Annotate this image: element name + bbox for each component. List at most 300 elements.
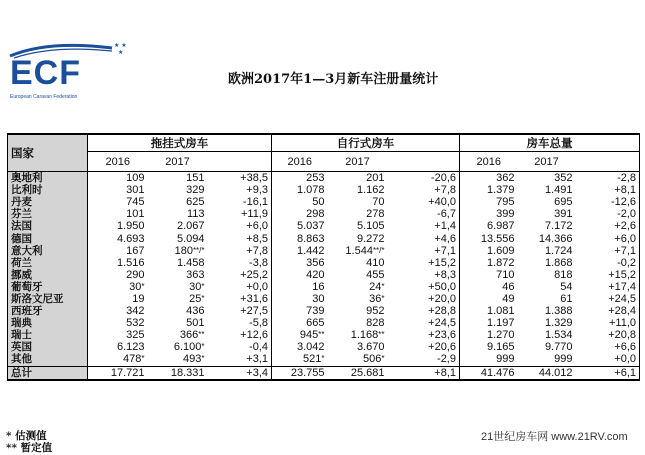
cell-value: 1.078 <box>296 184 325 197</box>
footnote-marker: **/* <box>192 245 205 255</box>
value-cell <box>518 172 576 185</box>
value-cell <box>148 269 208 281</box>
header-year-row <box>8 152 640 172</box>
table-row <box>8 329 640 341</box>
cell-value: -6,7 <box>437 208 456 221</box>
cell-value: +7,1 <box>614 244 637 257</box>
cell-value: +11,9 <box>240 208 268 221</box>
value-cell <box>460 245 518 257</box>
value-cell <box>328 341 388 353</box>
cell-value: -0,4 <box>249 341 268 354</box>
country-header: 国家 <box>8 134 88 172</box>
value-cell <box>148 305 208 317</box>
value-cell <box>576 293 640 305</box>
value-cell <box>460 341 518 353</box>
cell-value: 356 <box>306 256 325 269</box>
value-cell <box>88 257 148 269</box>
footnote-marker: ** <box>198 330 205 340</box>
total-group-header: 房车总量 <box>460 134 640 152</box>
cell-value: 7.172 <box>544 220 573 233</box>
value-cell <box>518 341 576 353</box>
cell-value: 420 <box>306 268 325 281</box>
value-cell <box>388 329 460 341</box>
footnote-marker: * <box>141 281 145 291</box>
value-cell <box>518 366 576 380</box>
year-header: 2016 <box>272 152 328 172</box>
value-cell <box>88 196 148 208</box>
table-row <box>8 281 640 293</box>
table-row <box>8 257 640 269</box>
country-cell: 芬兰 <box>8 208 88 220</box>
value-cell <box>388 220 460 232</box>
cell-value: +20,8 <box>608 329 637 342</box>
year-header: 2017 <box>328 152 388 172</box>
value-cell <box>576 317 640 329</box>
cell-value: 1.442 <box>296 244 325 257</box>
value-cell <box>518 353 576 366</box>
value-cell <box>208 305 272 317</box>
value-cell <box>148 257 208 269</box>
cell-value: 342 <box>126 305 145 318</box>
cell-value: +12,6 <box>240 329 268 342</box>
value-cell <box>518 269 576 281</box>
cell-value: 399 <box>496 208 515 221</box>
footnote-marker: * <box>201 342 205 352</box>
value-cell <box>88 208 148 220</box>
value-cell <box>460 196 518 208</box>
cell-value: 167 <box>126 244 145 257</box>
value-cell <box>576 281 640 293</box>
country-cell: 挪威 <box>8 269 88 281</box>
value-cell <box>388 366 460 380</box>
cell-value: 14.366 <box>538 232 573 245</box>
country-cell: 意大利 <box>8 245 88 257</box>
cell-value: 493 <box>183 353 202 366</box>
cell-value: 3.670 <box>356 341 385 354</box>
cell-value: 1.197 <box>486 317 515 330</box>
value-cell <box>576 172 640 185</box>
table-row <box>8 305 640 317</box>
value-cell <box>148 341 208 353</box>
value-cell <box>88 184 148 196</box>
cell-value: +38,5 <box>240 172 268 185</box>
country-cell: 法国 <box>8 220 88 232</box>
footnote-marker: * <box>381 281 385 291</box>
country-cell: 奥地利 <box>8 172 88 185</box>
value-cell <box>88 245 148 257</box>
value-cell <box>576 305 640 317</box>
cell-value: +7,1 <box>434 244 456 257</box>
value-cell <box>576 257 640 269</box>
cell-value: 1.609 <box>486 244 515 257</box>
cell-value: -3,8 <box>249 256 268 269</box>
value-cell <box>576 220 640 232</box>
cell-value: 1.950 <box>116 220 145 233</box>
cell-value: 25 <box>189 292 202 305</box>
value-cell <box>272 341 328 353</box>
value-cell <box>460 208 518 220</box>
cell-value: +6,6 <box>614 341 637 354</box>
value-cell <box>460 353 518 366</box>
country-cell: 葡萄牙 <box>8 281 88 293</box>
table-row <box>8 317 640 329</box>
cell-value: 1.544 <box>345 244 373 257</box>
cell-value: -2,9 <box>437 353 456 366</box>
cell-value: 17.721 <box>110 366 145 379</box>
value-cell <box>208 329 272 341</box>
value-cell <box>518 305 576 317</box>
table-row <box>8 220 640 232</box>
value-cell <box>88 341 148 353</box>
value-cell <box>328 366 388 380</box>
cell-value: 30 <box>189 280 202 293</box>
cell-value: 30 <box>129 280 142 293</box>
value-cell <box>148 366 208 380</box>
value-cell <box>388 269 460 281</box>
cell-value: 151 <box>186 172 205 185</box>
svg-text:★ ★: ★ ★ <box>114 42 127 49</box>
cell-value: 5.037 <box>296 220 325 233</box>
value-cell <box>272 329 328 341</box>
cell-value: 1.872 <box>486 256 515 269</box>
value-cell <box>328 293 388 305</box>
cell-value: +15,2 <box>608 268 637 281</box>
table-row <box>8 269 640 281</box>
value-cell <box>388 353 460 366</box>
svg-text:★: ★ <box>118 49 124 56</box>
cell-value: 362 <box>496 172 515 185</box>
value-cell <box>460 269 518 281</box>
cell-value: +11,0 <box>609 317 637 330</box>
site-watermark: 21世纪房车网 www.21RV.com <box>478 428 631 444</box>
cell-value: +15,2 <box>428 256 456 269</box>
registration-table <box>7 133 640 381</box>
cell-value: -2,8 <box>617 172 637 185</box>
logo-subtitle: European Caravan Federation <box>10 94 78 100</box>
cell-value: 455 <box>366 268 385 281</box>
footnote-marker: ** <box>378 330 385 340</box>
value-cell <box>576 245 640 257</box>
cell-value: 501 <box>186 317 205 330</box>
cell-value: 1.329 <box>544 317 573 330</box>
value-cell <box>460 281 518 293</box>
year-header: 2016 <box>88 152 148 172</box>
value-cell <box>576 184 640 196</box>
value-cell <box>388 341 460 353</box>
country-cell: 比利时 <box>8 184 88 196</box>
value-cell <box>518 293 576 305</box>
footnote-marker: * <box>201 281 205 291</box>
cell-value: +6,1 <box>614 366 637 379</box>
value-cell <box>460 293 518 305</box>
value-cell <box>272 269 328 281</box>
value-cell <box>328 317 388 329</box>
footnote-marker: * <box>141 354 145 364</box>
table-row <box>8 196 640 208</box>
cell-value: 325 <box>126 329 145 342</box>
cell-value: +28,8 <box>428 305 456 318</box>
year-header: 2017 <box>148 152 208 172</box>
cell-value: 366 <box>179 329 199 342</box>
value-cell <box>328 269 388 281</box>
value-cell <box>208 172 272 185</box>
cell-value: 113 <box>186 208 205 221</box>
cell-value: 739 <box>306 305 325 318</box>
value-cell <box>328 208 388 220</box>
footnote-marker: * <box>321 354 325 364</box>
table-row <box>8 208 640 220</box>
total-label: 总计 <box>8 366 88 380</box>
cell-value: -5,8 <box>249 317 268 330</box>
footnote-marker: * <box>381 293 385 303</box>
value-cell <box>388 293 460 305</box>
value-cell <box>576 329 640 341</box>
value-cell <box>328 220 388 232</box>
cell-value: 1.534 <box>544 329 573 342</box>
table-row <box>8 232 640 244</box>
value-cell <box>328 232 388 244</box>
page-title: 欧洲2017年1—3月新车注册量统计 <box>228 72 439 87</box>
value-cell <box>208 257 272 269</box>
cell-value: 1.491 <box>544 184 573 197</box>
value-cell <box>388 281 460 293</box>
value-cell <box>208 245 272 257</box>
cell-value: 30 <box>312 292 325 305</box>
cell-value: 795 <box>496 196 515 209</box>
value-cell <box>208 353 272 366</box>
cell-value: 18.331 <box>170 366 205 379</box>
cell-value: 9.272 <box>356 232 385 245</box>
value-cell <box>208 269 272 281</box>
value-cell <box>388 196 460 208</box>
cell-value: +6,0 <box>246 220 268 233</box>
cell-value: 410 <box>366 256 385 269</box>
value-cell <box>272 172 328 185</box>
footnote-marker: ** <box>318 330 325 340</box>
cell-value: +3,4 <box>246 366 268 379</box>
cell-value: 710 <box>496 268 515 281</box>
value-cell <box>208 366 272 380</box>
cell-value: 9.165 <box>486 341 515 354</box>
value-cell <box>576 353 640 366</box>
value-cell <box>208 317 272 329</box>
value-cell <box>148 329 208 341</box>
cell-value: +8,5 <box>246 232 268 245</box>
footnote-estimate: * 估测值 <box>6 430 47 442</box>
cell-value: 8.863 <box>296 232 325 245</box>
value-cell <box>148 208 208 220</box>
value-cell <box>272 353 328 366</box>
value-cell <box>148 281 208 293</box>
value-cell <box>148 184 208 196</box>
cell-value: 329 <box>186 184 205 197</box>
value-cell <box>208 208 272 220</box>
cell-value: 745 <box>126 196 145 209</box>
cell-value: 5.094 <box>176 232 205 245</box>
cell-value: +24,5 <box>428 317 456 330</box>
cell-value: 278 <box>366 208 385 221</box>
cell-value: 1.168 <box>350 329 379 342</box>
value-cell <box>272 317 328 329</box>
cell-value: 828 <box>366 317 385 330</box>
cell-value: 363 <box>186 268 205 281</box>
value-cell <box>328 196 388 208</box>
cell-value: 532 <box>126 317 145 330</box>
value-cell <box>576 208 640 220</box>
total-row <box>8 366 640 380</box>
cell-value: 521 <box>303 353 322 366</box>
country-cell: 瑞士 <box>8 329 88 341</box>
value-cell <box>208 232 272 244</box>
country-cell: 斯洛文尼亚 <box>8 293 88 305</box>
cell-value: -20,6 <box>430 172 456 185</box>
cell-value: 945 <box>299 329 319 342</box>
cell-value: 70 <box>372 196 385 209</box>
value-cell <box>518 184 576 196</box>
cell-value: +9,3 <box>246 184 268 197</box>
value-cell <box>88 366 148 380</box>
cell-value: +1,4 <box>434 220 456 233</box>
cell-value: 201 <box>366 172 385 185</box>
value-cell <box>208 196 272 208</box>
cell-value: 50 <box>312 196 325 209</box>
value-cell <box>328 184 388 196</box>
value-cell <box>88 220 148 232</box>
table-row <box>8 353 640 366</box>
value-cell <box>148 220 208 232</box>
value-cell <box>272 293 328 305</box>
cell-value: 25.681 <box>350 366 385 379</box>
value-cell <box>272 281 328 293</box>
cell-value: 41.476 <box>480 366 515 379</box>
value-cell <box>576 341 640 353</box>
value-cell <box>576 196 640 208</box>
header-group-row <box>8 134 640 152</box>
cell-value: 1.516 <box>116 256 145 269</box>
country-cell: 瑞典 <box>8 317 88 329</box>
cell-value: +7,8 <box>434 184 456 197</box>
cell-value: 1.162 <box>356 184 385 197</box>
cell-value: 24 <box>369 280 382 293</box>
value-cell <box>148 317 208 329</box>
cell-value: 61 <box>560 292 573 305</box>
value-cell <box>328 257 388 269</box>
cell-value: +8,3 <box>434 268 456 281</box>
cell-value: +0,0 <box>614 353 637 366</box>
value-cell <box>148 232 208 244</box>
value-cell <box>88 172 148 185</box>
cell-value: +31,6 <box>240 292 268 305</box>
value-cell <box>388 208 460 220</box>
value-cell <box>88 353 148 366</box>
cell-value: 44.012 <box>538 366 573 379</box>
cell-value: 253 <box>306 172 325 185</box>
value-cell <box>388 245 460 257</box>
footnote-provisional: ** 暂定值 <box>6 442 53 454</box>
cell-value: +24,5 <box>608 292 637 305</box>
value-cell <box>518 196 576 208</box>
cell-value: 695 <box>554 196 573 209</box>
cell-value: +17,4 <box>608 280 637 293</box>
cell-value: 352 <box>554 172 573 185</box>
cell-value: +8,1 <box>434 366 456 379</box>
value-cell <box>460 184 518 196</box>
cell-value: +20,6 <box>428 341 456 354</box>
value-cell <box>518 317 576 329</box>
cell-value: -2,0 <box>617 208 637 221</box>
cell-value: +4,6 <box>434 232 456 245</box>
cell-value: +6,0 <box>614 232 637 245</box>
cell-value: +0,0 <box>246 280 268 293</box>
cell-value: 5.105 <box>356 220 385 233</box>
cell-value: 3.042 <box>296 341 325 354</box>
cell-value: 952 <box>366 305 385 318</box>
cell-value: 23.755 <box>290 366 325 379</box>
cell-value: 301 <box>126 184 145 197</box>
cell-value: 13.556 <box>480 232 515 245</box>
value-cell <box>272 232 328 244</box>
value-cell <box>328 245 388 257</box>
cell-value: 1.270 <box>486 329 515 342</box>
cell-value: 1.388 <box>544 305 573 318</box>
cell-value: +25,2 <box>240 268 268 281</box>
value-cell <box>328 172 388 185</box>
value-cell <box>208 341 272 353</box>
value-cell <box>272 196 328 208</box>
cell-value: 1.081 <box>486 305 515 318</box>
cell-value: -12,6 <box>610 196 637 209</box>
cell-value: 436 <box>186 305 205 318</box>
value-cell <box>518 232 576 244</box>
value-cell <box>272 257 328 269</box>
value-cell <box>460 257 518 269</box>
value-cell <box>388 305 460 317</box>
table-row <box>8 172 640 185</box>
value-cell <box>272 366 328 380</box>
country-cell: 西班牙 <box>8 305 88 317</box>
footnote-marker: * <box>201 354 205 364</box>
value-cell <box>88 317 148 329</box>
country-cell: 丹麦 <box>8 196 88 208</box>
value-cell <box>518 208 576 220</box>
cell-value: 109 <box>126 172 145 185</box>
cell-value: 290 <box>126 268 145 281</box>
footnote-marker: * <box>201 293 205 303</box>
value-cell <box>460 366 518 380</box>
value-cell <box>88 293 148 305</box>
value-cell <box>576 232 640 244</box>
value-cell <box>88 232 148 244</box>
value-cell <box>388 184 460 196</box>
cell-value: 999 <box>554 353 573 366</box>
table-row <box>8 341 640 353</box>
value-cell <box>460 172 518 185</box>
cell-value: 1.379 <box>486 184 515 197</box>
footnote-marker: * <box>381 354 385 364</box>
cell-value: 665 <box>306 317 325 330</box>
cell-value: 625 <box>186 196 205 209</box>
value-cell <box>88 269 148 281</box>
cell-value: 19 <box>132 292 145 305</box>
value-cell <box>518 245 576 257</box>
cell-value: +3,1 <box>246 353 268 366</box>
cell-value: 818 <box>554 268 573 281</box>
cell-value: 1.868 <box>544 256 573 269</box>
cell-value: +20,0 <box>428 292 456 305</box>
cell-value: +8,1 <box>614 184 637 197</box>
cell-value: 478 <box>123 353 142 366</box>
value-cell <box>272 305 328 317</box>
